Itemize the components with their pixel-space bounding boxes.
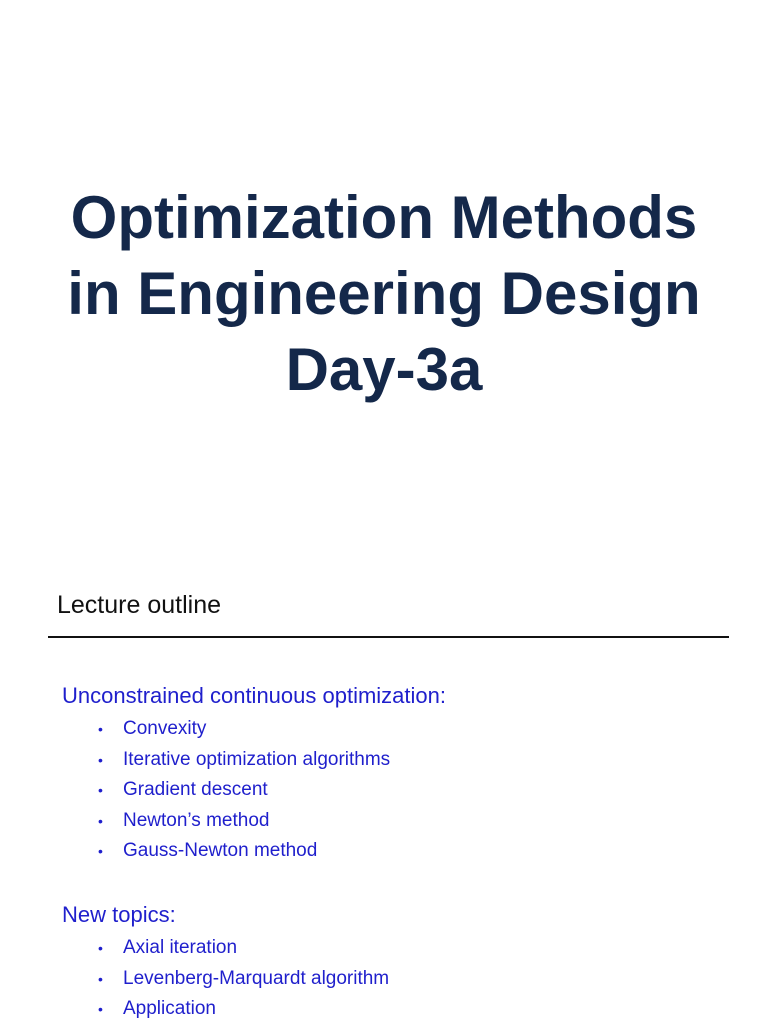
section-heading-unconstrained: Unconstrained continuous optimization: [62, 683, 447, 708]
list-item-label: Levenberg-Marquardt algorithm [123, 967, 390, 989]
bullet-icon: • [98, 1001, 103, 1017]
list-item [98, 745, 390, 776]
lecture-outline-heading: Lecture outline [57, 591, 222, 619]
list-item-label: Application [123, 998, 216, 1019]
list-item [98, 836, 390, 867]
list-item-label: Gauss-Newton method [123, 840, 318, 861]
list-item [98, 964, 389, 995]
bullet-icon: • [98, 782, 103, 798]
topic-list-unconstrained [98, 714, 390, 867]
slide-title-line-1: Optimization Methods [70, 184, 698, 251]
list-item-label: Iterative optimization algorithms [123, 748, 391, 770]
slide-title-line-3: Day-3a [285, 336, 483, 403]
heading-divider [48, 636, 729, 638]
topic-list-new-topics [98, 933, 389, 1025]
list-item [98, 714, 390, 745]
list-item-label: Newton’s method [123, 809, 270, 831]
bullet-icon: • [98, 721, 103, 737]
list-item [98, 994, 389, 1025]
list-item [98, 806, 390, 837]
list-item-label: Axial iteration [123, 937, 238, 958]
bullet-icon: • [98, 843, 103, 859]
section-heading-new-topics: New topics: [62, 902, 176, 927]
bullet-icon: • [98, 751, 103, 768]
bullet-icon: • [98, 970, 103, 987]
list-item [98, 775, 390, 806]
bullet-icon: • [98, 940, 103, 956]
list-item-label: Convexity [123, 718, 207, 739]
bullet-icon: • [98, 812, 103, 829]
list-item [98, 933, 389, 964]
slide-title-line-2: in Engineering Design [67, 260, 701, 327]
list-item-label: Gradient descent [123, 779, 268, 800]
